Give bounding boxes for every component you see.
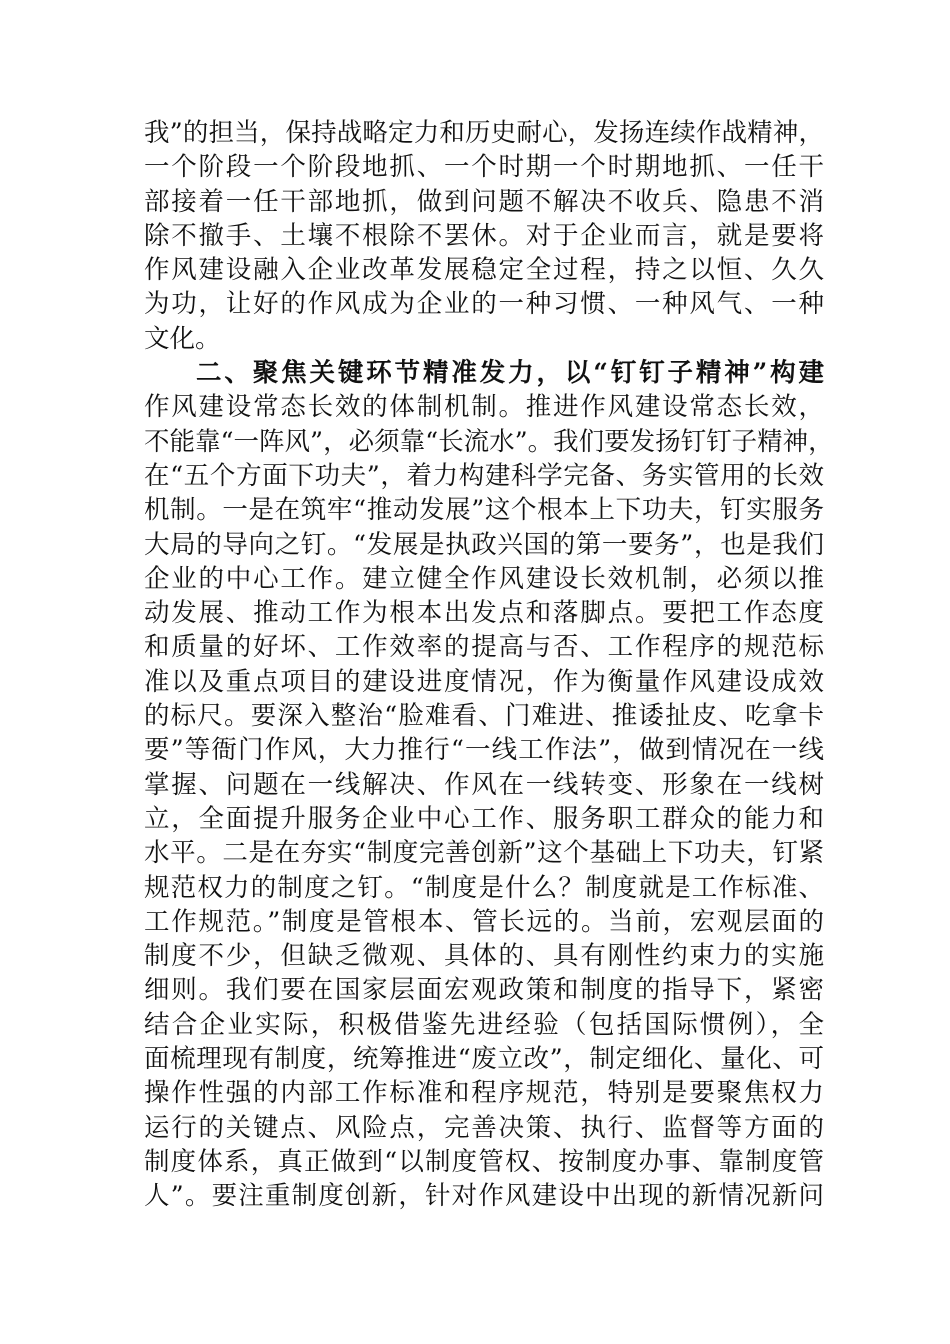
text-line: 不能靠“一阵风”，必须靠“长流水”。我们要发扬钉钉子精神， [144,426,834,457]
text-line: 工作规范。”制度是管根本、管长远的。当前，宏观层面的 [144,906,824,937]
text-line: 掌握、问题在一线解决、作风在一线转变、形象在一线树 [144,769,824,800]
section-heading: 二、聚焦关键环节精准发力，以“钉钉子精神”构建 [196,358,824,389]
text-line: 结合企业实际，积极借鉴先进经验（包括国际惯例），全 [144,1009,824,1040]
text-line: 一个阶段一个阶段地抓、一个时期一个时期地抓、一任干 [144,152,824,183]
text-line: 的标尺。要深入整治“脸难看、门难进、推诿扯皮、吃拿卡 [144,701,824,732]
text-line: 为功，让好的作风成为企业的一种习惯、一种风气、一种 [144,289,824,320]
text-line: 部接着一任干部地抓，做到问题不解决不收兵、隐患不消 [144,186,824,217]
text-line: 立，全面提升服务企业中心工作、服务职工群众的能力和 [144,803,824,834]
text-line: 作风建设融入企业改革发展稳定全过程，持之以恒、久久 [144,255,824,286]
text-line: 我”的担当，保持战略定力和历史耐心，发扬连续作战精神， [144,118,824,148]
text-line: 要”等衙门作风，大力推行“一线工作法”，做到情况在一线 [144,735,824,766]
text-line: 机制。一是在筑牢“推动发展”这个根本上下功夫，钉实服务 [144,495,824,526]
text-line: 在“五个方面下功夫”，着力构建科学完备、务实管用的长效 [144,460,824,491]
text-line: 水平。二是在夯实“制度完善创新”这个基础上下功夫，钉紧 [144,838,824,869]
text-line: 制度体系，真正做到“以制度管权、按制度办事、靠制度管 [144,1146,824,1177]
text-line: 人”。要注重制度创新，针对作风建设中出现的新情况新问 [144,1181,824,1212]
text-line: 准以及重点项目的建设进度情况，作为衡量作风建设成效 [144,666,824,697]
text-line: 作风建设常态长效的体制机制。推进作风建设常态长效， [144,392,824,423]
text-line: 文化。 [144,323,221,354]
body-text [144,116,834,1214]
text-line: 细则。我们要在国家层面宏观政策和制度的指导下，紧密 [144,975,824,1006]
text-line: 和质量的好坏、工作效率的提高与否、工作程序的规范标 [144,632,824,663]
text-line: 运行的关键点、风险点，完善决策、执行、监督等方面的 [144,1112,824,1143]
text-line: 面梳理现有制度，统筹推进“废立改”，制定细化、量化、可 [144,1044,824,1075]
text-line: 除不撤手、土壤不根除不罢休。对于企业而言，就是要将 [144,220,824,251]
text-line: 操作性强的内部工作标准和程序规范，特别是要聚焦权力 [144,1078,824,1109]
text-line: 大局的导向之钉。“发展是执政兴国的第一要务”，也是我们 [144,529,824,560]
text-line: 制度不少，但缺乏微观、具体的、具有刚性约束力的实施 [144,941,824,972]
text-line: 动发展、推动工作为根本出发点和落脚点。要把工作态度 [144,598,824,629]
section-heading-line [144,356,824,390]
text-line: 企业的中心工作。建立健全作风建设长效机制，必须以推 [144,563,824,594]
text-line: 规范权力的制度之钉。“制度是什么？制度就是工作标准、 [144,872,824,903]
